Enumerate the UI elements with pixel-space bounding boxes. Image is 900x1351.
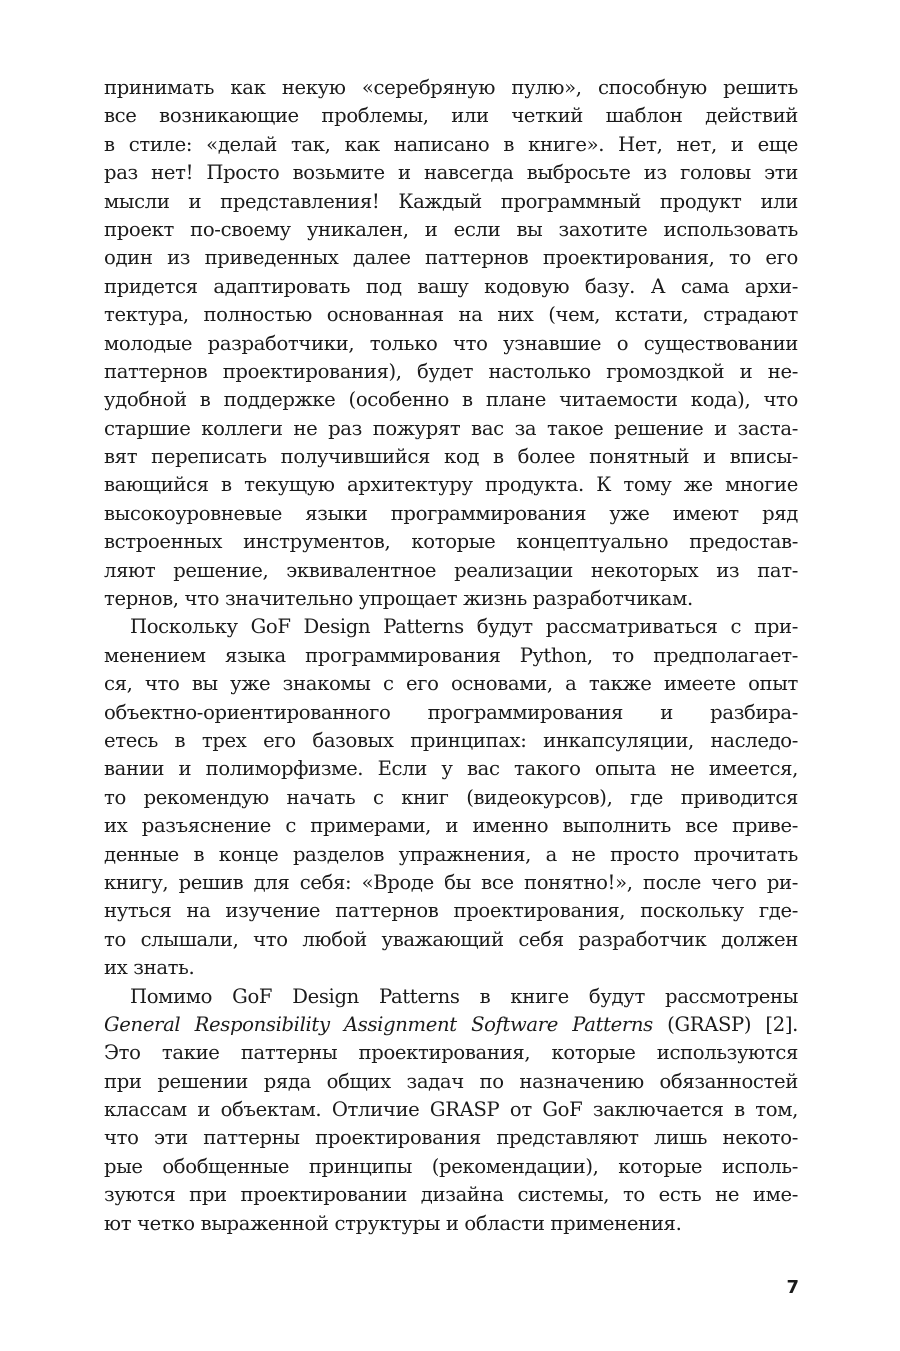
text-line: зуются при проектировании дизайна системы, то есть не име- (104, 1183, 798, 1207)
text-line: встроенных инструментов, которые концептуально предостав- (104, 530, 798, 554)
text-line: вании и полиморфизме. Если у вас такого опыта не имеется, (104, 757, 798, 781)
text-line: вающийся в текущую архитектуру продукта. К тому же многие (104, 473, 798, 497)
text-line: то рекомендую начать с книг (видеокурсов), где приводится (104, 785, 798, 809)
text-line: принимать как некую «серебряную пулю», способную решить (104, 76, 798, 99)
text-line: ляют решение, эквивалентное реализации некоторых из пат- (104, 558, 798, 582)
paragraph-2 (104, 613, 798, 982)
text-line: в стиле: «делай так, как написано в книге». Нет, нет, и еще (104, 132, 798, 156)
text-line: что эти паттерны проектирования представляют лишь некото- (104, 1126, 798, 1150)
italic-term: General Responsibility Assignment Software Patterns (104, 1012, 653, 1036)
text-line-grasp (104, 1011, 798, 1039)
text-line: тектура, полностью основанная на них (чем, кстати, страдают (104, 303, 798, 327)
text-line: ют четко выраженной структуры и области применения. (104, 1211, 682, 1235)
text-line: проект по-своему уникален, и если вы захотите использовать (104, 217, 798, 241)
text-line: Это такие паттерны проектирования, которые используются (104, 1041, 798, 1065)
text-line: Помимо GoF Design Patterns в книге будут рассмотрены (130, 984, 798, 1008)
text-line: раз нет! Просто возьмите и навсегда выбросьте из головы эти (104, 161, 798, 185)
text-line: мысли и представления! Каждый программный продукт или (104, 189, 798, 213)
text-line: один из приведенных далее паттернов проектирования, то его (104, 246, 798, 270)
text-line: при решении ряда общих задач по назначению обязанностей (104, 1069, 798, 1093)
text-line: придется адаптировать под вашу кодовую базу. А сама архи- (104, 274, 798, 298)
text-line: Поскольку GoF Design Patterns будут рассматриваться с при- (130, 615, 798, 639)
text-line: нуться на изучение паттернов проектирования, поскольку где- (104, 899, 798, 923)
page-body (104, 74, 798, 1238)
text-line: етесь в трех его базовых принципах: инкапсуляции, наследо- (104, 728, 798, 752)
page-number: 7 (786, 1277, 799, 1298)
term-suffix: (GRASP) [2]. (652, 1012, 799, 1036)
text-line: молодые разработчики, только что узнавшие о существовании (104, 331, 798, 355)
text-line: удобной в поддержке (особенно в плане читаемости кода), что (104, 388, 798, 412)
paragraph-3 (104, 983, 798, 1239)
text-line: книгу, решив для себя: «Вроде бы все понятно!», после чего ри- (104, 870, 798, 894)
text-line: высокоуровневые языки программирования уже имеют ряд (104, 501, 798, 525)
text-line: все возникающие проблемы, или четкий шаблон действий (104, 104, 798, 128)
text-line: менением языка программирования Python, то предполагает- (104, 643, 798, 667)
text-line: объектно-ориентированного программирования и разбира- (104, 700, 798, 724)
text-line: старшие коллеги не раз пожурят вас за такое решение и заста- (104, 416, 798, 440)
text-line: ся, что вы уже знакомы с его основами, а также имеете опыт (104, 672, 798, 696)
text-line: классам и объектам. Отличие GRASP от GoF заключается в том, (104, 1098, 798, 1122)
text-line: денные в конце разделов упражнения, а не просто прочитать (104, 842, 798, 866)
text-line: паттернов проектирования), будет настолько громоздкой и не- (104, 359, 798, 383)
text-line: то слышали, что любой уважающий себя разработчик должен (104, 927, 798, 951)
text-line: их знать. (104, 956, 195, 980)
text-line: рые обобщенные принципы (рекомендации), которые исполь- (104, 1154, 798, 1178)
text-line: их разъяснение с примерами, и именно выполнить все приве- (104, 814, 798, 838)
text-line: тернов, что значительно упрощает жизнь разработчикам. (104, 587, 693, 611)
text-line: вят переписать получившийся код в более понятный и вписы- (104, 445, 798, 469)
paragraph-1 (104, 74, 798, 613)
